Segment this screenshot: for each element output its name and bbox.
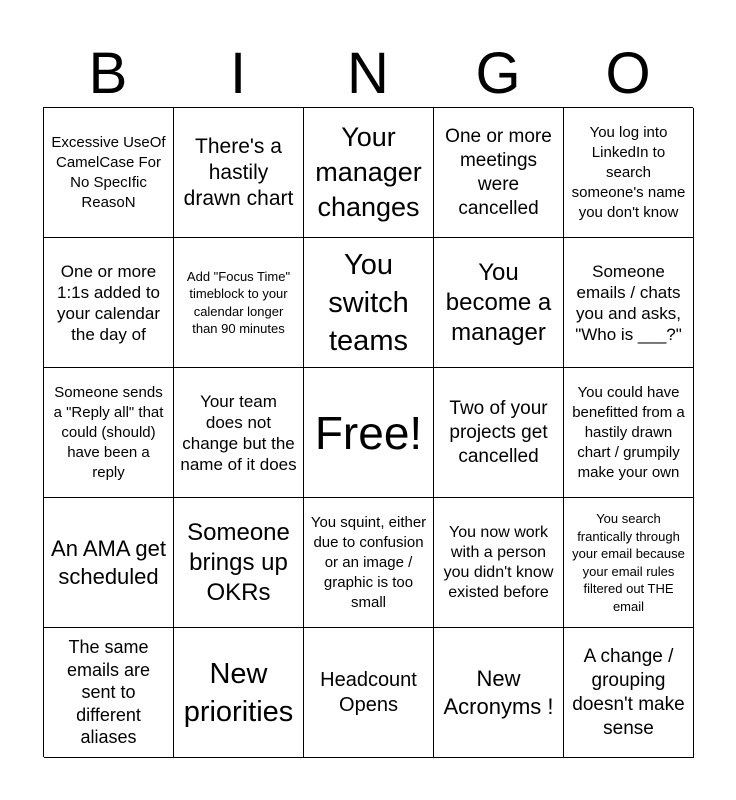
cell-text: Someone emails / chats you and asks, "Who is ___?" [575,261,682,344]
bingo-cell-free[interactable] [304,368,434,498]
cell-text: An AMA get scheduled [51,535,166,589]
bingo-cell-r5-c3[interactable] [304,628,434,758]
cell-text: One or more 1:1s added to your calendar the day of [56,261,161,344]
cell-text: There's a hastily drawn chart [183,134,294,210]
cell-text: Headcount Opens [320,668,417,716]
cell-text: New Acronyms ! [443,665,554,719]
bingo-cell-r4-c2[interactable] [174,498,304,628]
cell-text: One or more meetings were cancelled [445,125,552,219]
header-letter-i: I [229,41,247,106]
cell-text: You become a manager [445,258,552,346]
bingo-cell-r4-c3[interactable] [304,498,434,628]
bingo-cell-r1-c2[interactable] [174,108,304,238]
cell-text: Someone brings up OKRs [187,518,290,606]
bingo-cell-r3-c5[interactable] [564,368,694,498]
bingo-cell-r5-c1[interactable] [44,628,174,758]
cell-text: You log into LinkedIn to search someone's name you don't know [571,123,686,221]
cell-text: Someone sends a "Reply all" that could (should) have been a reply [53,383,164,481]
cell-text: Your team does not change but the name of it does [180,391,297,474]
bingo-cell-r1-c4[interactable] [434,108,564,238]
cell-text: A change / grouping doesn't make sense [572,645,685,739]
bingo-cell-r4-c5[interactable] [564,498,694,628]
bingo-cell-r5-c4[interactable] [434,628,564,758]
bingo-cell-r4-c4[interactable] [434,498,564,628]
bingo-header [43,40,693,108]
cell-text: Add "Focus Time" timeblock to your calendar longer than 90 minutes [186,268,291,336]
header-letter-b: B [88,41,128,106]
bingo-cell-r3-c1[interactable] [44,368,174,498]
bingo-cell-r2-c1[interactable] [44,238,174,368]
cell-text: You now work with a person you didn't know existed before [443,523,554,601]
cell-text: Two of your projects get cancelled [449,397,548,467]
cell-text: New priorities [183,657,294,728]
bingo-cell-r3-c4[interactable] [434,368,564,498]
cell-text: You switch teams [328,248,409,357]
header-letter-g: G [475,41,521,106]
bingo-cell-r5-c2[interactable] [174,628,304,758]
cell-text: You search frantically through your email because your email rules filtered out THE email [572,511,685,614]
cell-text: Your manager changes [315,122,422,222]
cell-text: Excessive UseOf CamelCase For No SpecIfic ReasoN [51,133,166,211]
header-letter-n: N [347,41,389,106]
header-letter-o: O [605,41,651,106]
cell-text: Free! [314,406,423,459]
cell-text: The same emails are sent to different aliases [66,637,151,748]
bingo-grid [43,107,693,757]
bingo-cell-r2-c3[interactable] [304,238,434,368]
bingo-cell-r1-c1[interactable] [44,108,174,238]
bingo-cell-r2-c4[interactable] [434,238,564,368]
cell-text: You squint, either due to confusion or an image / graphic is too small [310,513,427,611]
bingo-cell-r3-c2[interactable] [174,368,304,498]
bingo-cell-r2-c2[interactable] [174,238,304,368]
bingo-cell-r4-c1[interactable] [44,498,174,628]
bingo-cell-r1-c5[interactable] [564,108,694,238]
bingo-cell-r2-c5[interactable] [564,238,694,368]
cell-text: You could have benefitted from a hastily drawn chart / grumpily make your own [572,383,685,481]
bingo-cell-r1-c3[interactable] [304,108,434,238]
bingo-cell-r5-c5[interactable] [564,628,694,758]
